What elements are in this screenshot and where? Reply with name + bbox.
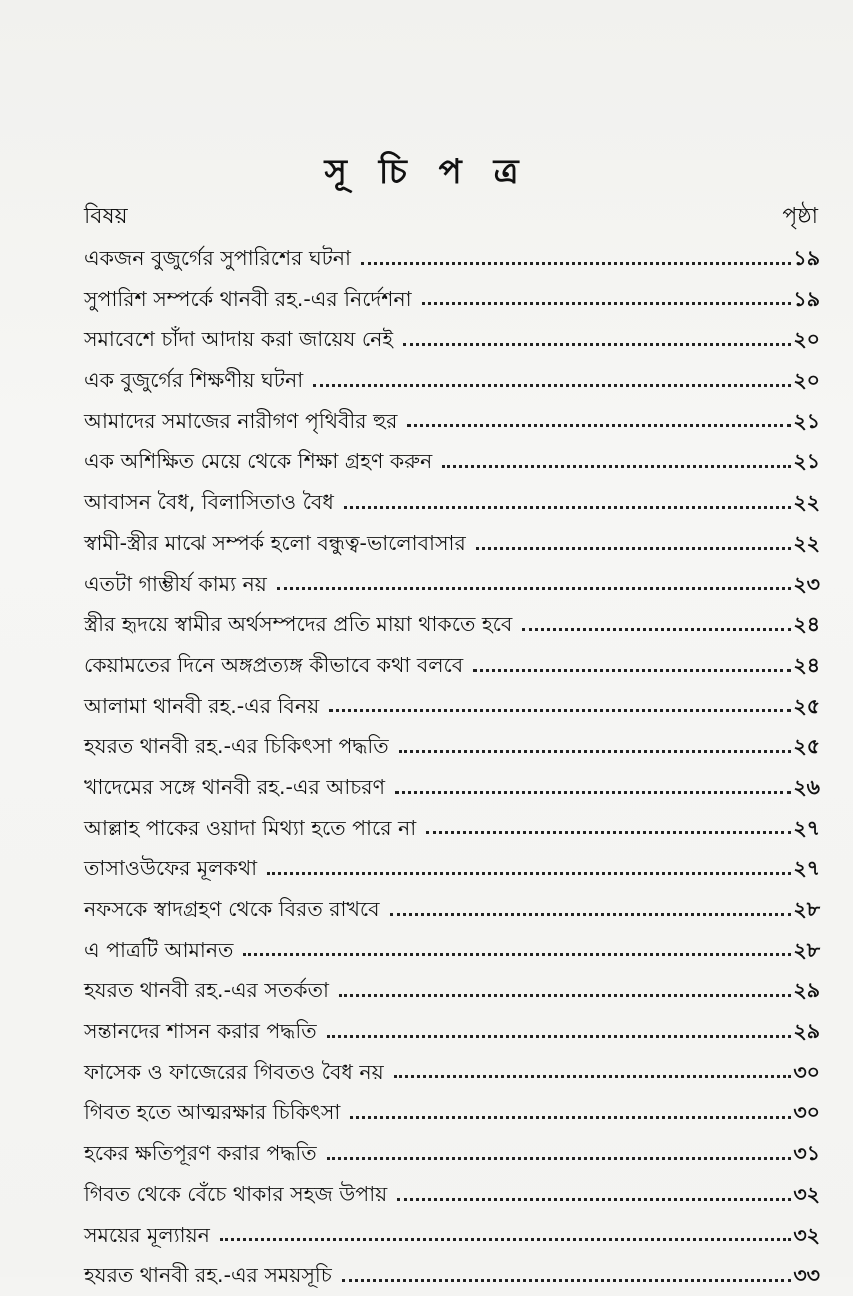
dot-leader xyxy=(442,465,791,468)
toc-entry-title: এতটা গাম্ভীর্য কাম্য নয় xyxy=(84,571,267,596)
toc-entry xyxy=(84,970,820,1011)
toc-entry-page: ২১ xyxy=(793,449,820,474)
toc-entry xyxy=(84,564,820,605)
toc-entry-title: হযরত থানবী রহ.-এর চিকিৎসা পদ্ধতি xyxy=(84,734,389,759)
toc-entry xyxy=(84,726,820,767)
toc-entry xyxy=(84,604,820,645)
dot-leader xyxy=(361,262,791,265)
toc-entry-title: স্বামী-স্ত্রীর মাঝে সম্পর্ক হলো বন্ধুত্ব-ভালোবাসার xyxy=(84,530,466,555)
toc-entry xyxy=(84,808,820,849)
toc-entry-page: ৩২ xyxy=(793,1181,820,1206)
toc-entry-page: ২৭ xyxy=(793,815,820,840)
dot-leader xyxy=(344,506,792,509)
toc-entry xyxy=(84,1215,820,1256)
dot-leader xyxy=(473,669,791,672)
dot-leader xyxy=(390,913,792,916)
dot-leader xyxy=(220,1238,791,1241)
toc-entry-page: ২২ xyxy=(793,490,820,515)
toc-entry-page: ১৯ xyxy=(793,286,820,311)
dot-leader xyxy=(243,953,791,956)
dot-leader xyxy=(313,384,791,387)
dot-leader xyxy=(426,831,791,834)
toc-entry-title: সন্তানদের শাসন করার পদ্ধতি xyxy=(84,1019,317,1044)
toc-entry xyxy=(84,279,820,320)
toc-header xyxy=(84,200,818,234)
toc-entry-page: ২৪ xyxy=(793,652,820,677)
toc-entry-title: আমাদের সমাজের নারীগণ পৃথিবীর হুর xyxy=(84,408,398,433)
toc-entry-title: এক বুজুর্গের শিক্ষণীয় ঘটনা xyxy=(84,368,304,393)
toc-entry-page: ২৮ xyxy=(793,897,820,921)
dot-leader xyxy=(394,1075,792,1078)
dot-leader xyxy=(397,1198,791,1201)
dot-leader xyxy=(399,750,792,753)
toc-entry-page: ২৮ xyxy=(793,937,820,962)
toc-entry-title: সমাবেশে চাঁদা আদায় করা জায়েয নেই xyxy=(84,327,394,352)
toc-entry xyxy=(84,1052,820,1093)
toc-entry-page: ২৫ xyxy=(793,693,820,718)
subject-column-label: বিষয় xyxy=(84,204,128,229)
toc-entry xyxy=(84,1255,820,1296)
toc-entry-page: ২৬ xyxy=(793,774,820,799)
toc-entry-page: ১৯ xyxy=(793,246,820,270)
dot-leader xyxy=(277,587,791,590)
toc-entry xyxy=(84,523,820,564)
toc-entry xyxy=(84,1011,820,1052)
toc-entry-page: ৩০ xyxy=(793,1059,820,1084)
toc-entry-title: সুপারিশ সম্পর্কে থানবী রহ.-এর নির্দেশনা xyxy=(84,286,412,311)
toc-entry xyxy=(84,1174,820,1215)
toc-entry-title: এক অশিক্ষিত মেয়ে থেকে শিক্ষা গ্রহণ করুন xyxy=(84,449,433,474)
toc-entry-page: ২৯ xyxy=(793,1019,820,1044)
toc-entry xyxy=(84,889,820,930)
toc-entry-title: হকের ক্ষতিপূরণ করার পদ্ধতি xyxy=(84,1141,317,1166)
table-of-contents xyxy=(84,238,820,1296)
dot-leader xyxy=(395,791,791,794)
toc-entry-page: ২৩ xyxy=(793,571,820,596)
toc-entry-title: ফাসেক ও ফাজেরের গিবতও বৈধ নয় xyxy=(84,1059,384,1084)
toc-entry-title: স্ত্রীর হৃদয়ে স্বামীর অর্থসম্পদের প্রতি মায়া থাকতে হবে xyxy=(84,612,513,637)
dot-leader xyxy=(339,994,791,997)
dot-leader xyxy=(407,424,791,427)
toc-entry-page: ২৪ xyxy=(793,612,820,637)
toc-entry xyxy=(84,767,820,808)
toc-entry-page: ৩২ xyxy=(793,1222,820,1247)
toc-entry-title: হযরত থানবী রহ.-এর সময়সূচি xyxy=(84,1263,332,1288)
toc-entry-page: ২১ xyxy=(793,408,820,433)
toc-entry-page: ২০ xyxy=(793,327,820,352)
toc-entry-page: ৩৩ xyxy=(793,1263,820,1288)
toc-entry xyxy=(84,401,820,442)
dot-leader xyxy=(342,1279,792,1282)
toc-entry xyxy=(84,1133,820,1174)
toc-entry-title: এ পাত্রটি আমানত xyxy=(84,937,234,962)
dot-leader xyxy=(327,1035,792,1038)
dot-leader xyxy=(327,1157,792,1160)
dot-leader xyxy=(267,872,791,875)
toc-entry-page: ২৫ xyxy=(793,734,820,759)
dot-leader xyxy=(329,709,791,712)
toc-entry xyxy=(84,686,820,727)
dot-leader xyxy=(522,628,791,631)
toc-entry-title: তাসাওউফের মূলকথা xyxy=(84,856,258,881)
toc-entry-title: কেয়ামতের দিনে অঙ্গপ্রত্যঙ্গ কীভাবে কথা বলবে xyxy=(84,652,464,677)
toc-entry-title: গিবত থেকে বেঁচে থাকার সহজ উপায় xyxy=(84,1181,388,1206)
toc-entry-page: ২৯ xyxy=(793,978,820,1003)
toc-entry-page: ৩১ xyxy=(793,1141,820,1166)
page-column-label: পৃষ্ঠা xyxy=(782,204,818,229)
toc-entry-title: আলামা থানবী রহ.-এর বিনয় xyxy=(84,693,320,718)
page-title: সূ চি প ত্র xyxy=(324,152,529,192)
toc-entry-title: একজন বুজুর্গের সুপারিশের ঘটনা xyxy=(84,246,351,270)
toc-entry-page: ২৭ xyxy=(793,856,820,881)
toc-entry-title: খাদেমের সঙ্গে থানবী রহ.-এর আচরণ xyxy=(84,774,385,799)
dot-leader xyxy=(350,1116,791,1119)
toc-entry-page: ২০ xyxy=(793,368,820,393)
toc-entry xyxy=(84,645,820,686)
toc-entry-title: নফসকে স্বাদগ্রহণ থেকে বিরত রাখবে xyxy=(84,897,380,921)
dot-leader xyxy=(422,302,792,305)
toc-entry-title: হযরত থানবী রহ.-এর সতর্কতা xyxy=(84,978,329,1003)
toc-entry-title: সময়ের মূল্যায়ন xyxy=(84,1222,210,1247)
toc-entry xyxy=(84,238,820,279)
toc-entry-title: গিবত হতে আত্মরক্ষার চিকিৎসা xyxy=(84,1100,341,1125)
toc-entry-page: ২২ xyxy=(793,530,820,555)
toc-entry-title: আল্লাহ পাকের ওয়াদা মিথ্যা হতে পারে না xyxy=(84,815,417,840)
toc-entry xyxy=(84,441,820,482)
toc-entry xyxy=(84,482,820,523)
dot-leader xyxy=(476,547,792,550)
toc-entry xyxy=(84,930,820,971)
toc-entry xyxy=(84,319,820,360)
dot-leader xyxy=(403,343,791,346)
toc-entry-page: ৩০ xyxy=(793,1100,820,1125)
toc-entry xyxy=(84,1092,820,1133)
toc-entry-title: আবাসন বৈধ, বিলাসিতাও বৈধ xyxy=(84,490,334,515)
toc-entry xyxy=(84,360,820,401)
toc-entry xyxy=(84,848,820,889)
